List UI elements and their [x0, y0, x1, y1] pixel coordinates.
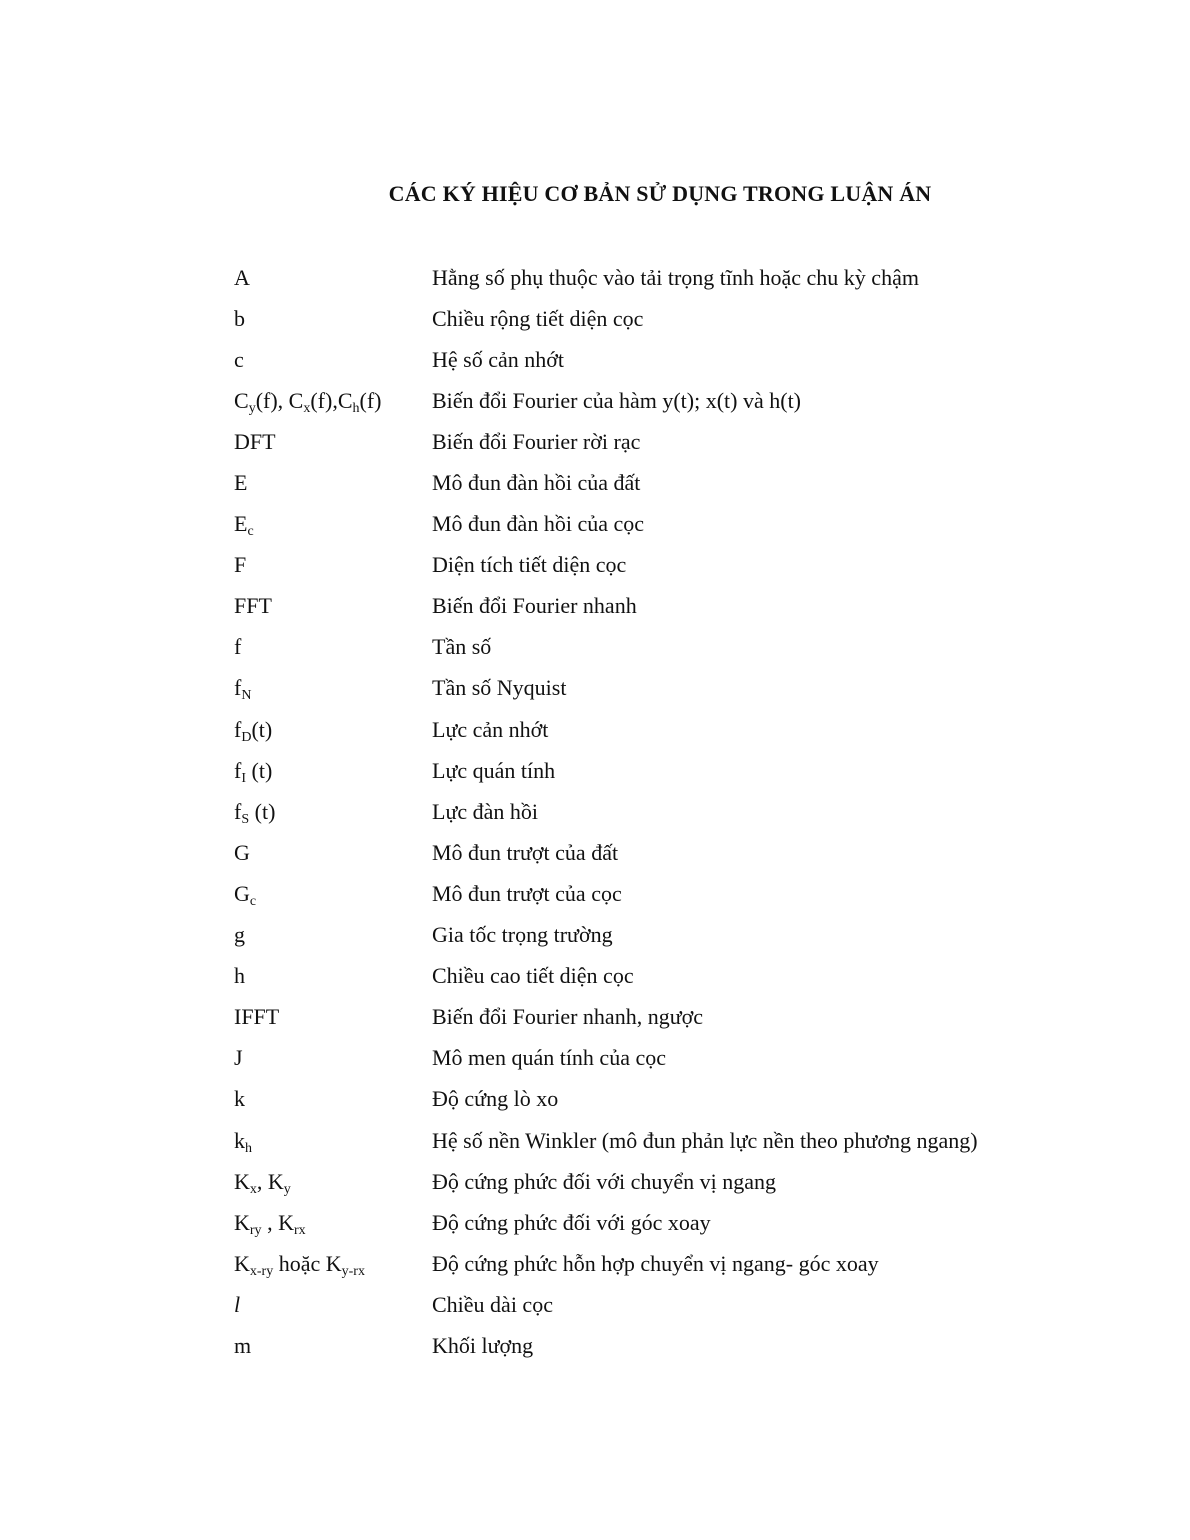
symbol-description: Mô đun đàn hồi của đất — [432, 470, 641, 496]
symbol-text: (t) — [251, 716, 273, 742]
symbol-row — [234, 545, 1094, 586]
symbol-subscript: h — [245, 1140, 252, 1156]
symbol-notation — [234, 1004, 432, 1030]
symbol-row — [234, 1202, 1094, 1243]
symbol-row — [234, 298, 1094, 339]
symbol-description: Mô đun trượt của đất — [432, 839, 619, 865]
symbol-notation — [234, 799, 432, 825]
symbol-notation — [234, 717, 432, 743]
symbol-description: Mô men quán tính của cọc — [432, 1045, 666, 1071]
symbol-description: Biến đổi Fourier nhanh — [432, 593, 637, 619]
symbol-row — [234, 380, 1094, 421]
symbol-description: Mô đun trượt của cọc — [432, 880, 622, 906]
symbol-notation — [234, 758, 432, 784]
symbol-text: k — [234, 1127, 245, 1153]
symbol-text: f — [234, 675, 242, 701]
symbol-description: Lực quán tính — [432, 757, 556, 783]
symbol-text: (f),C — [310, 387, 353, 413]
symbol-text: f — [234, 716, 242, 742]
symbol-text: f — [234, 798, 242, 824]
symbol-text: b — [234, 305, 245, 331]
symbol-description: Tần số Nyquist — [432, 675, 567, 701]
symbol-row — [234, 421, 1094, 462]
symbol-text: E — [234, 511, 248, 537]
symbol-text: E — [234, 470, 248, 496]
symbol-row — [234, 832, 1094, 873]
symbol-text: l — [234, 1291, 241, 1317]
symbol-notation — [234, 1169, 432, 1195]
symbol-notation — [234, 511, 432, 540]
symbol-row — [234, 709, 1094, 750]
symbol-text: DFT — [234, 428, 276, 454]
symbol-description: Hệ số nền Winkler (mô đun phản lực nền theo phương ngang) — [432, 1127, 978, 1153]
symbol-row — [234, 462, 1094, 503]
symbol-text: (t) — [249, 798, 276, 824]
symbol-subscript: x — [249, 1181, 257, 1197]
symbol-row — [234, 791, 1094, 832]
symbol-row — [234, 668, 1094, 709]
symbol-text: (f) — [359, 387, 382, 413]
symbol-description: Mô đun đàn hồi của cọc — [432, 511, 644, 537]
symbol-text: FFT — [234, 593, 272, 619]
symbol-text: f — [234, 757, 242, 783]
symbol-text: K — [234, 1209, 250, 1235]
symbol-text: (f), C — [255, 387, 304, 413]
symbol-text: K — [234, 1168, 250, 1194]
symbol-text: (t) — [246, 757, 273, 783]
symbol-subscript: D — [241, 729, 252, 745]
symbol-subscript: ry — [249, 1222, 262, 1238]
symbol-row — [234, 339, 1094, 380]
page-title: CÁC KÝ HIỆU CƠ BẢN SỬ DỤNG TRONG LUẬN ÁN — [388, 181, 932, 206]
symbol-description: Độ cứng phức hỗn hợp chuyển vị ngang- góc xoay — [432, 1250, 879, 1276]
symbol-subscript: y-rx — [341, 1263, 365, 1279]
symbol-subscript: y — [283, 1181, 291, 1197]
symbol-description: Biến đổi Fourier rời rạc — [432, 428, 641, 454]
symbol-description: Biến đổi Fourier của hàm y(t); x(t) và h(t) — [432, 387, 802, 413]
symbol-subscript: I — [241, 770, 246, 786]
symbol-subscript: y — [248, 400, 256, 416]
symbol-row — [234, 1079, 1094, 1120]
symbol-row — [234, 1325, 1094, 1366]
symbol-description: Gia tốc trọng trường — [432, 922, 613, 948]
symbol-text: g — [234, 922, 245, 948]
symbol-notation — [234, 347, 432, 373]
symbol-text: f — [234, 634, 242, 660]
symbol-notation — [234, 388, 432, 414]
symbol-text: , K — [261, 1209, 294, 1235]
symbol-subscript: h — [352, 400, 360, 416]
symbol-subscript: c — [249, 893, 257, 909]
symbol-row — [234, 627, 1094, 668]
symbol-row — [234, 750, 1094, 791]
symbol-description: Tần số — [432, 634, 492, 660]
symbol-row — [234, 873, 1094, 914]
symbol-notation — [234, 634, 432, 660]
symbol-notation — [234, 922, 432, 948]
symbol-subscript: S — [241, 811, 250, 827]
symbol-text: IFFT — [234, 1004, 280, 1030]
symbol-text: m — [234, 1332, 252, 1358]
symbol-subscript: N — [241, 688, 252, 704]
symbol-text: , K — [256, 1168, 284, 1194]
symbol-row — [234, 1161, 1094, 1202]
symbol-notation — [234, 1128, 432, 1154]
symbol-description: Lực đàn hồi — [432, 798, 539, 824]
symbol-notation — [234, 963, 432, 989]
symbol-notation — [234, 840, 432, 866]
symbol-notation — [234, 593, 432, 619]
symbol-subscript: c — [247, 524, 254, 540]
symbol-description: Khối lượng — [432, 1332, 534, 1358]
symbol-description: Độ cứng phức đối với chuyển vị ngang — [432, 1168, 777, 1194]
symbol-row — [234, 1038, 1094, 1079]
symbol-subscript: rx — [293, 1222, 306, 1238]
symbol-description: Độ cứng lò xo — [432, 1086, 559, 1112]
symbol-description: Diện tích tiết diện cọc — [432, 552, 627, 578]
symbol-notation — [234, 1210, 432, 1236]
symbol-notation — [234, 1251, 432, 1277]
symbol-notation — [234, 1045, 432, 1071]
symbol-notation — [234, 429, 432, 455]
symbol-notation — [234, 1086, 432, 1112]
symbol-notation — [234, 306, 432, 332]
symbol-description: Lực cản nhớt — [432, 716, 549, 742]
symbol-row — [234, 956, 1094, 997]
symbol-row — [234, 504, 1094, 545]
symbol-description: Chiều dài cọc — [432, 1291, 553, 1317]
symbol-text: h — [234, 963, 245, 989]
symbol-list — [234, 257, 1094, 1367]
symbol-text: F — [234, 552, 247, 578]
symbol-subscript: x — [303, 400, 311, 416]
symbol-description: Biến đổi Fourier nhanh, ngược — [432, 1004, 704, 1030]
symbol-row — [234, 1120, 1094, 1161]
symbol-description: Hằng số phụ thuộc vào tải trọng tĩnh hoặc chu kỳ chậm — [432, 264, 919, 290]
symbol-text: A — [234, 264, 250, 290]
symbol-text: G — [234, 839, 250, 865]
symbol-text: J — [234, 1045, 243, 1071]
symbol-row — [234, 997, 1094, 1038]
symbol-description: Hệ số cản nhớt — [432, 346, 564, 372]
symbol-notation — [234, 881, 432, 907]
symbol-row — [234, 586, 1094, 627]
symbol-text: C — [234, 387, 249, 413]
symbol-text: G — [234, 880, 250, 906]
symbol-notation — [234, 552, 432, 578]
symbol-row — [234, 1284, 1094, 1325]
symbol-notation — [234, 675, 432, 704]
symbol-notation — [234, 1292, 432, 1318]
symbol-row — [234, 1243, 1094, 1284]
symbol-text: hoặc K — [273, 1250, 342, 1276]
symbol-description: Chiều rộng tiết diện cọc — [432, 305, 644, 331]
symbol-text: K — [234, 1250, 250, 1276]
symbol-text: k — [234, 1086, 245, 1112]
symbol-notation — [234, 265, 432, 291]
symbol-row — [234, 257, 1094, 298]
symbol-description: Chiều cao tiết diện cọc — [432, 963, 634, 989]
symbol-subscript: x-ry — [249, 1263, 274, 1279]
symbol-notation — [234, 1333, 432, 1359]
symbol-text: c — [234, 346, 244, 372]
symbol-row — [234, 915, 1094, 956]
symbol-notation — [234, 470, 432, 496]
symbol-description: Độ cứng phức đối với góc xoay — [432, 1209, 711, 1235]
